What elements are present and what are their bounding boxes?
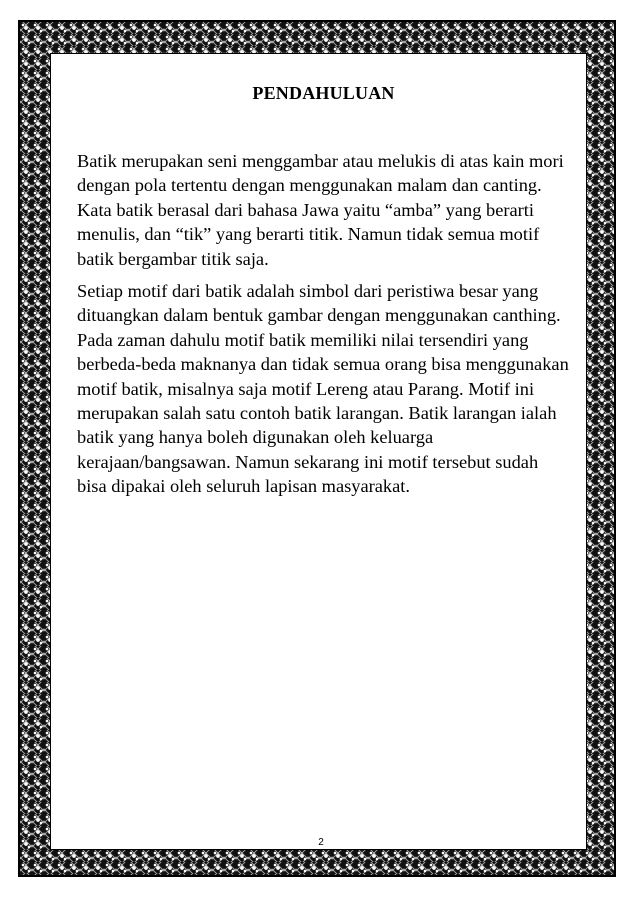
paragraph-1: Batik merupakan seni menggambar atau melukis di atas kain mori dengan pola tertentu dengan menggunakan malam dan canting. Kata batik berasal dari bahasa Jawa yaitu “amba” yang berarti menulis, dan “tik” yang berarti titik. Namun tidak semua motif batik bergambar titik saja. xyxy=(77,151,564,269)
body-text xyxy=(77,149,569,507)
paragraph-2: Setiap motif dari batik adalah simbol dari peristiwa besar yang dituangkan dalam bentuk gambar dengan menggunakan canthing. Pada zaman dahulu motif batik memiliki nilai tersendiri yang berbeda-beda maknanya dan tidak semua orang bisa menggunakan motif batik, misalnya saja motif Lereng atau Parang. Motif ini merupakan salah satu contoh batik larangan. Batik larangan ialah batik yang hanya boleh digunakan oleh keluarga kerajaan/bangsawan. Namun sekarang ini motif tersebut sudah bisa dipakai oleh seluruh lapisan masyarakat. xyxy=(77,281,569,497)
page-body xyxy=(50,53,587,850)
page-number: 2 xyxy=(318,837,324,848)
page-title: PENDAHULUAN xyxy=(252,83,395,103)
